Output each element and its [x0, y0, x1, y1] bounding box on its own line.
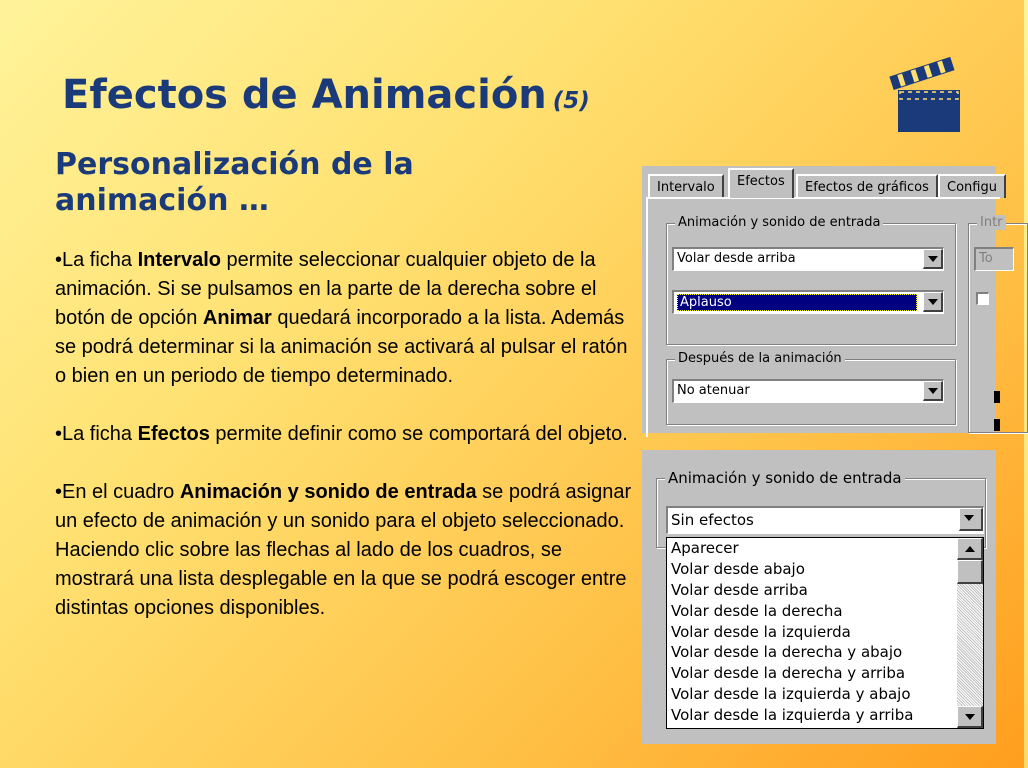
- list-item[interactable]: Volar desde abajo: [671, 559, 805, 578]
- keyword-animar: Animar: [202, 307, 272, 329]
- keyword-animacion-sonido: Animación y sonido de entrada: [179, 481, 477, 503]
- dropdown-arrow-icon[interactable]: [923, 381, 943, 401]
- paragraph-animacion-sonido: •En el cuadro Animación y sonido de entrada se podrá asignar un efecto de animación y un sonido para el objeto seleccionado. Haciendo clic sobre las flechas al lado de los cuadros, se mostrará una lista desplegable en la que se podrá escoger entre distintas opciones disponibles.: [55, 481, 632, 619]
- introduce-text-value: To: [979, 251, 993, 266]
- clapperboard-icon: [890, 60, 962, 134]
- custom-animation-dialog-screenshot: [642, 166, 1003, 433]
- list-item[interactable]: Volar desde la izquierda: [671, 622, 851, 641]
- list-item[interactable]: Aparecer: [671, 539, 739, 557]
- scroll-up-arrow-icon[interactable]: [957, 538, 983, 560]
- option-marker: [994, 391, 1000, 403]
- slide-title-text: Efectos de Animación: [62, 72, 547, 118]
- scroll-down-arrow-icon[interactable]: [957, 706, 983, 728]
- tab-intervalo[interactable]: Intervalo: [648, 174, 724, 198]
- body-text: [55, 246, 640, 652]
- dropdown-arrow-icon[interactable]: [959, 508, 983, 531]
- slide-number: (5): [552, 88, 590, 114]
- list-item[interactable]: Volar desde la izquierda y abajo: [671, 685, 911, 704]
- scrollbar-thumb[interactable]: [957, 560, 983, 584]
- entry-sound-select[interactable]: [672, 290, 944, 314]
- entry-effect-select[interactable]: [672, 247, 944, 271]
- list-scrollbar[interactable]: [957, 538, 983, 728]
- tab-efectos[interactable]: Efectos: [728, 168, 794, 198]
- slide-title: [62, 72, 590, 118]
- entry-effect-value: Volar desde arriba: [677, 251, 796, 266]
- effect-list-dialog-screenshot: [642, 450, 996, 744]
- keyword-intervalo: Intervalo: [137, 249, 221, 271]
- entry-animation-group: [666, 215, 956, 345]
- list-item[interactable]: Volar desde la derecha y abajo: [671, 643, 903, 662]
- list-item[interactable]: Volar desde arriba: [671, 580, 808, 599]
- entry-animation-legend: Animación y sonido de entrada: [665, 469, 905, 487]
- tab-content: [646, 197, 1003, 437]
- list-item[interactable]: Volar desde la izquierda y arriba: [671, 706, 914, 725]
- paragraph-efectos: •La ficha Efectos permite definir como se comportará del objeto.: [55, 423, 628, 445]
- effect-list-items: [667, 538, 983, 726]
- entry-animation-legend: Animación y sonido de entrada: [675, 215, 883, 230]
- introduce-text-select[interactable]: [974, 247, 1014, 271]
- after-animation-value: No atenuar: [677, 383, 750, 398]
- entry-effect-select[interactable]: [666, 506, 984, 534]
- paragraph-intervalo: •La ficha Intervalo permite seleccionar cualquier objeto de la animación. Si se pulsamos en la parte de la derecha sobre el botón de opción Animar quedará incorporado a la lista. Además se podrá determinar si la animación se activará al pulsar el ratón o bien en un periodo de tiempo determinado.: [55, 249, 628, 387]
- dropdown-arrow-icon[interactable]: [923, 249, 943, 269]
- effect-options-list[interactable]: [666, 537, 984, 729]
- after-animation-legend: Después de la animación: [675, 351, 845, 366]
- dropdown-arrow-icon[interactable]: [923, 292, 943, 312]
- keyword-efectos: Efectos: [137, 423, 210, 445]
- tab-efectos-de-graficos[interactable]: Efectos de gráficos: [796, 174, 938, 198]
- tab-configuracion[interactable]: Configu: [938, 174, 1006, 198]
- option-marker: [994, 419, 1000, 431]
- list-item[interactable]: Volar desde la derecha y arriba: [671, 664, 906, 683]
- introduce-text-legend: Intr: [977, 215, 1006, 230]
- list-item[interactable]: Volar desde la derecha: [671, 601, 843, 620]
- after-animation-select[interactable]: [672, 379, 944, 403]
- entry-sound-value: Aplauso: [677, 294, 917, 311]
- grouped-text-checkbox[interactable]: [976, 292, 989, 305]
- section-subtitle: Personalización de la animación …: [55, 147, 414, 218]
- entry-effect-value: Sin efectos: [671, 511, 754, 529]
